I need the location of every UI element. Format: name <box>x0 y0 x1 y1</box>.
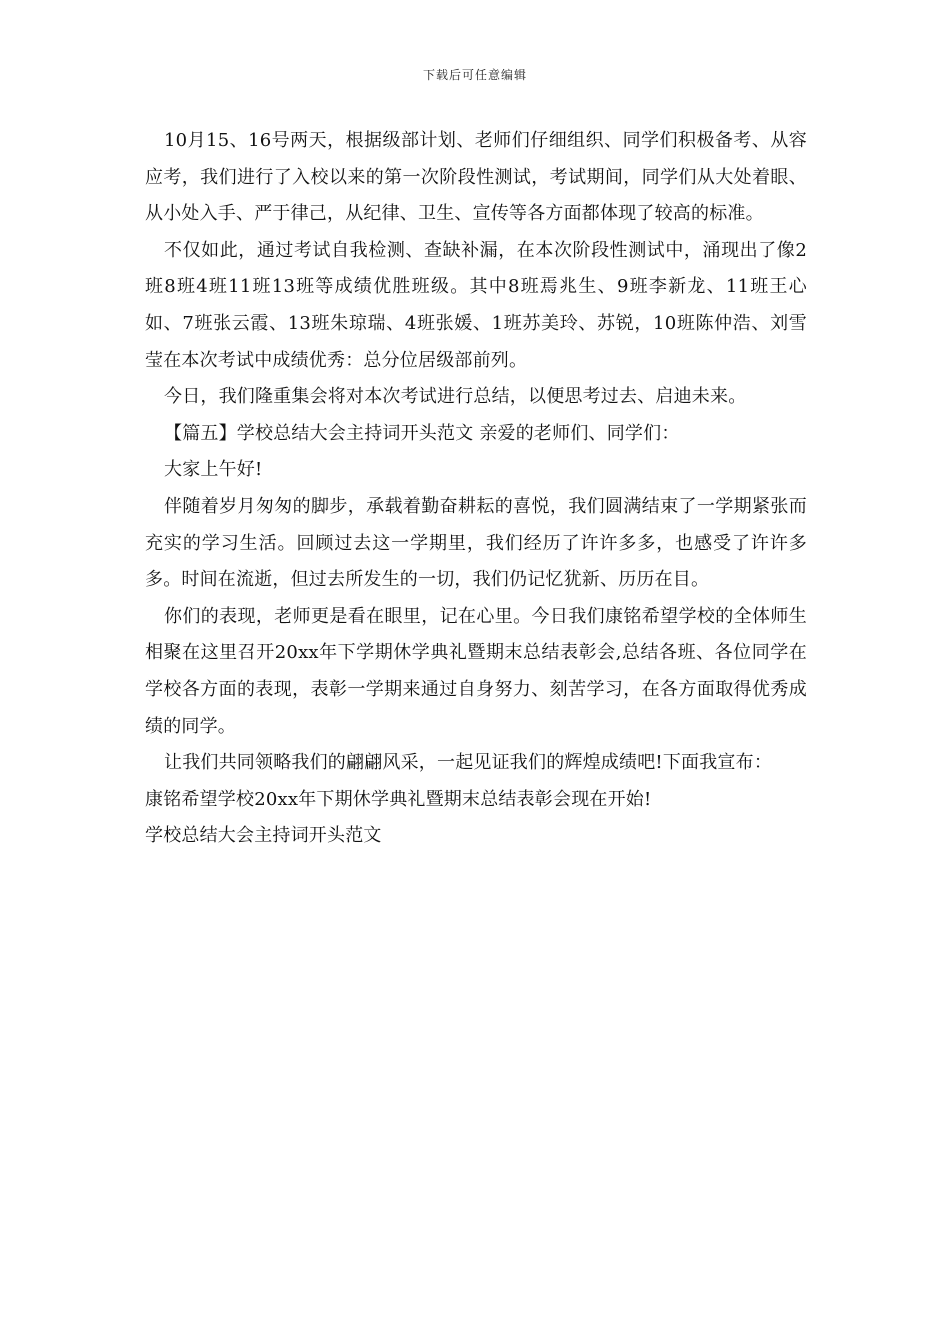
paragraph-outstanding-classes: 不仅如此，通过考试自我检测、查缺补漏，在本次阶段性测试中，涌现出了像2班8班4班11班13班等成绩优胜班级。其中8班焉兆生、9班李新龙、11班王心如、7班张云霞、13班朱琼瑞、4班张媛、1班苏美玲、苏锐，10班陈仲浩、刘雪莹在本次考试中成绩优秀：总分位居级部前列。 <box>145 239 807 371</box>
paragraph-ceremony-start: 康铭希望学校20xx年下期休学典礼暨期末总结表彰会现在开始! <box>145 788 652 810</box>
paragraph-ceremony-intro: 你们的表现，老师更是看在眼里，记在心里。今日我们康铭希望学校的全体师生相聚在这里召开20xx年下学期休学典礼暨期末总结表彰会,总结各班、各位同学在学校各方面的表现，表彰一学期来通过自身努力、刻苦学习，在各方面取得优秀成绩的同学。 <box>145 605 807 737</box>
section-heading-part-five: 【篇五】学校总结大会主持词开头范文 亲爱的老师们、同学们： <box>164 422 680 444</box>
paragraph-assembly-purpose: 今日，我们隆重集会将对本次考试进行总结，以便思考过去、启迪未来。 <box>164 386 747 408</box>
paragraph-greeting: 大家上午好! <box>164 459 263 481</box>
paragraph-announcement: 让我们共同领略我们的翩翩风采，一起见证我们的辉煌成绩吧!下面我宣布： <box>164 752 773 774</box>
paragraph-semester-review: 伴随着岁月匆匆的脚步，承载着勤奋耕耘的喜悦，我们圆满结束了一学期紧张而充实的学习生活。回顾过去这一学期里，我们经历了许许多多，也感受了许许多多。时间在流逝，但过去所发生的一切，我们仍记忆犹新、历历在目。 <box>145 495 807 591</box>
document-footer-title: 学校总结大会主持词开头范文 <box>145 825 382 847</box>
document-body <box>145 123 807 855</box>
page-header: 下载后可任意编辑 <box>422 68 527 82</box>
paragraph-exam-summary: 10月15、16号两天，根据级部计划、老师们仔细组织、同学们积极备考、从容应考，我们进行了入校以来的第一次阶段性测试，考试期间，同学们从大处着眼、从小处入手、严于律己，从纪律、卫生、宣传等各方面都体现了较高的标准。 <box>145 130 807 225</box>
